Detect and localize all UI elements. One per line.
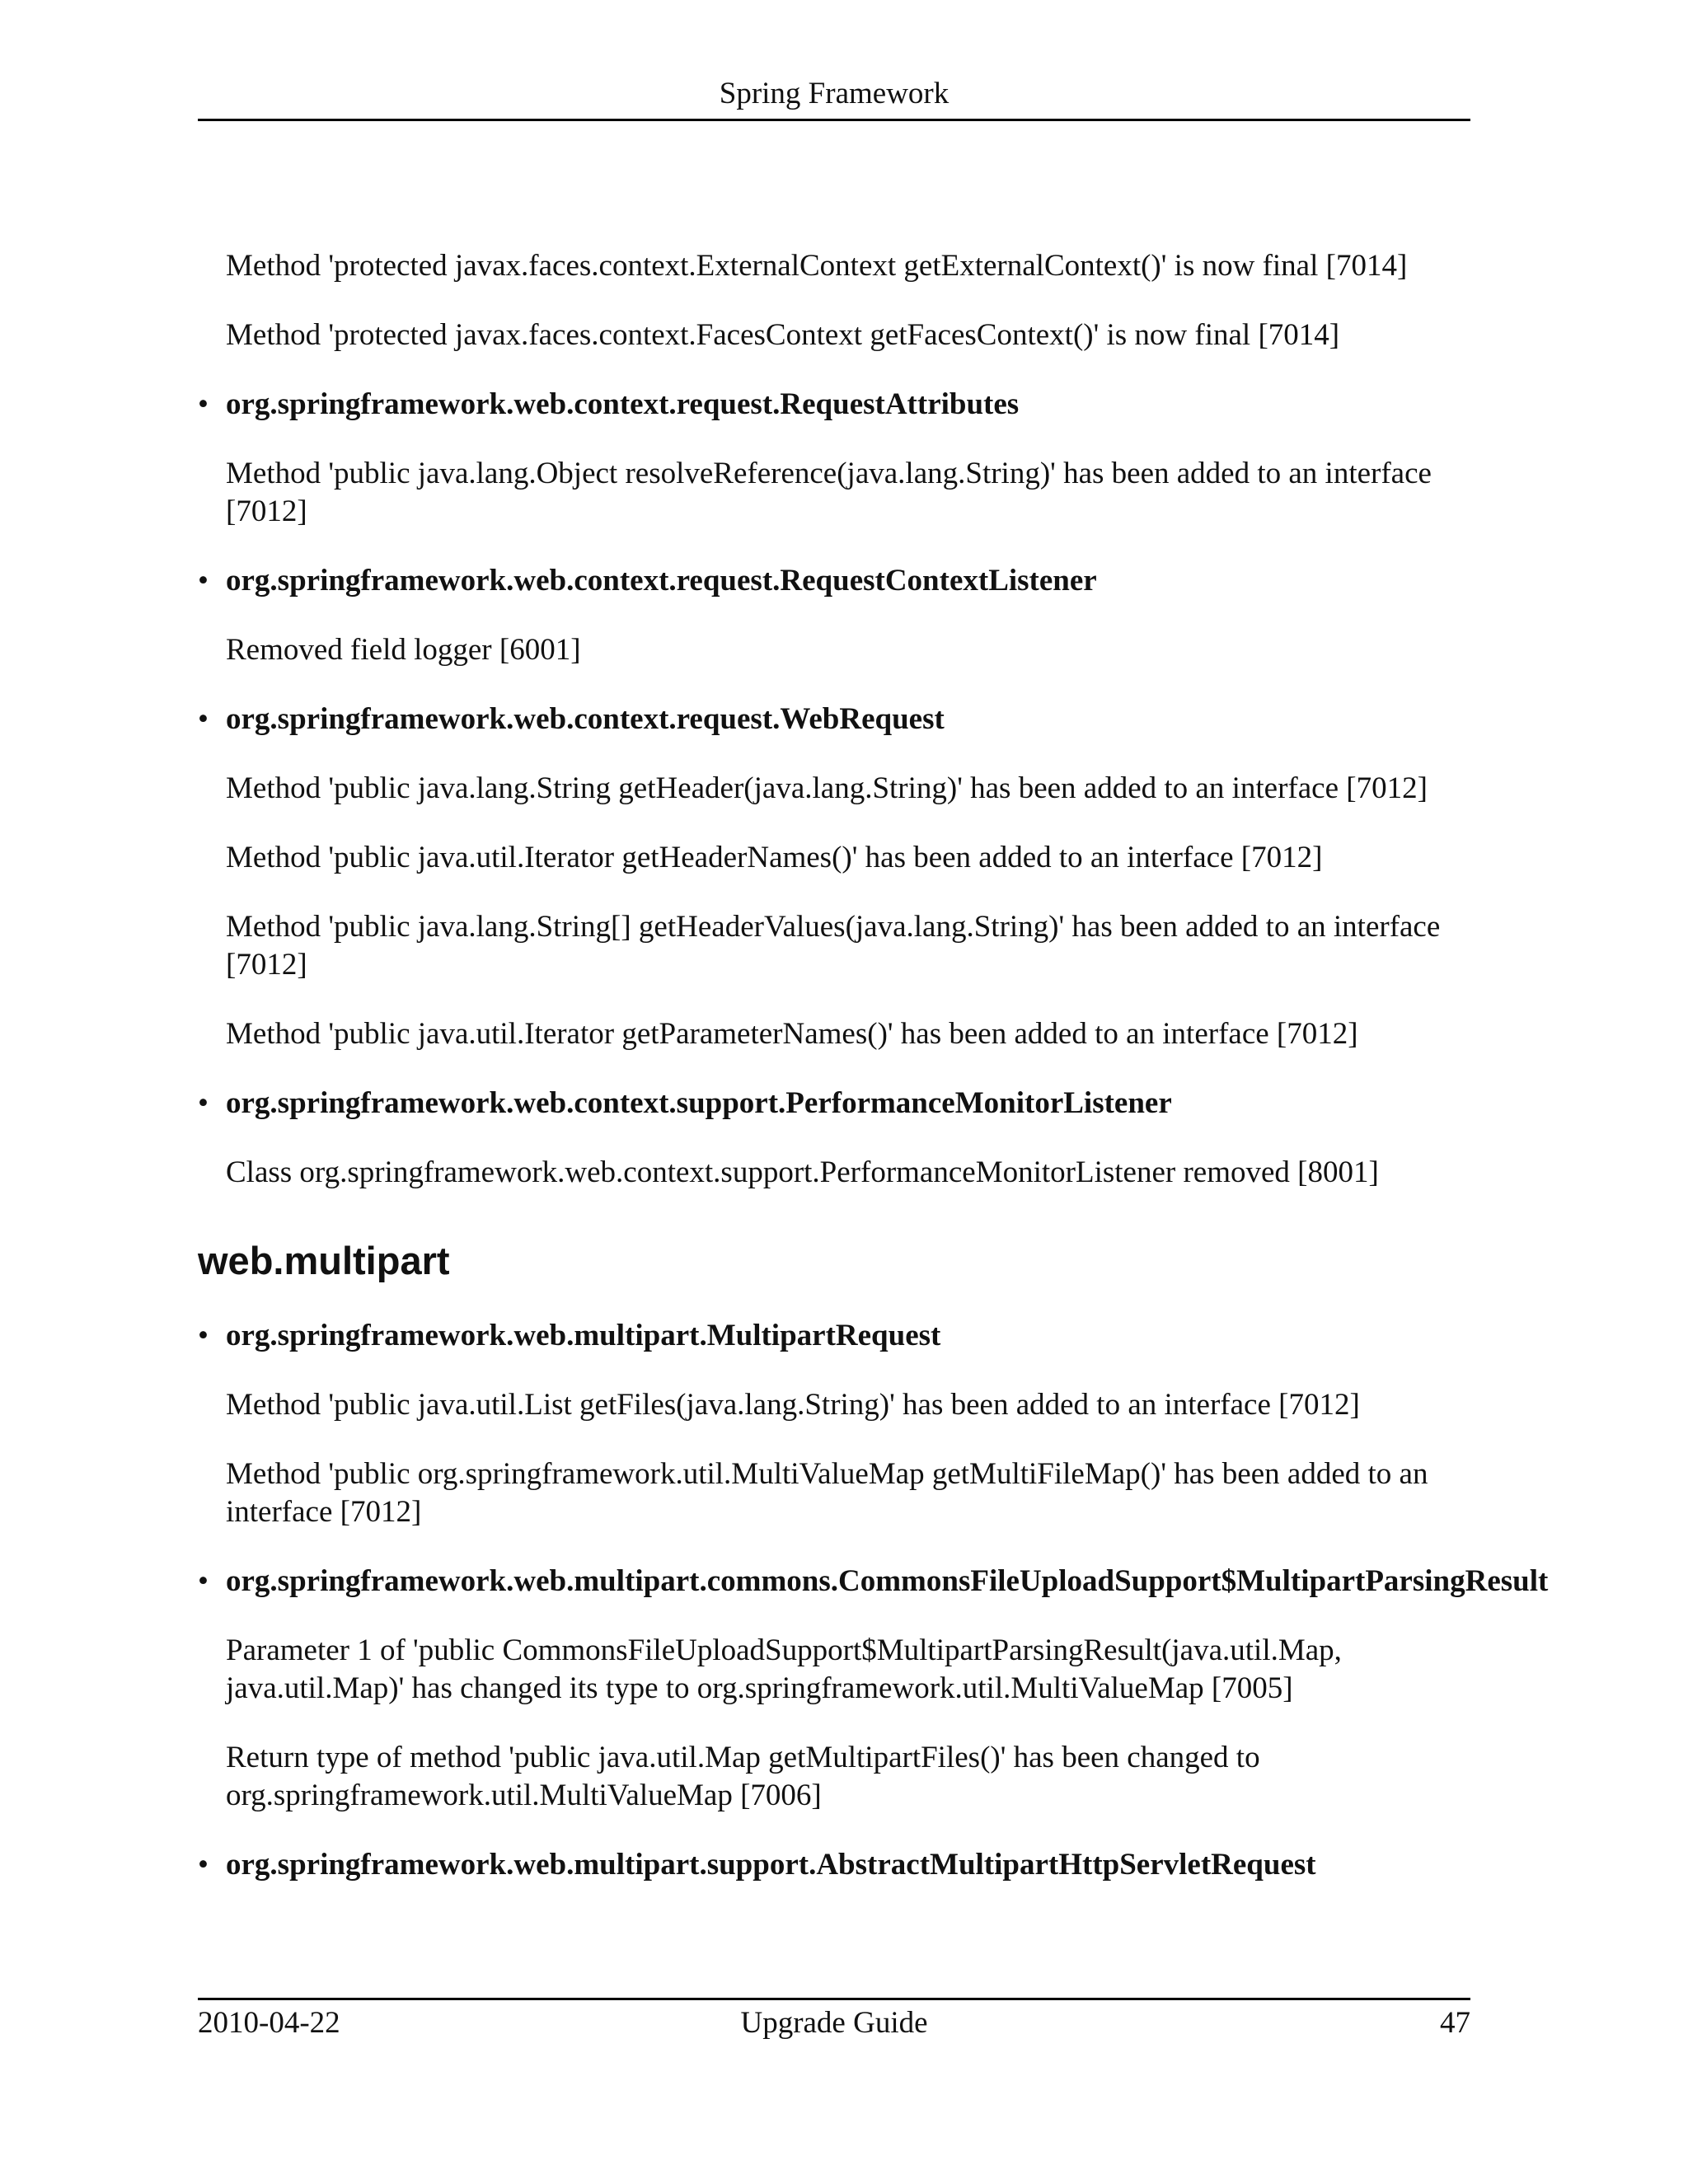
bullet-item bbox=[198, 1317, 1517, 1355]
class-name: org.springframework.web.multipart.commons.CommonsFileUploadSupport$MultipartParsingResult bbox=[226, 1564, 1549, 1598]
bullet-item bbox=[198, 1846, 1517, 1884]
bullet-item bbox=[198, 1563, 1549, 1601]
paragraph: Class org.springframework.web.context.support.PerformanceMonitorListener removed [8001] bbox=[226, 1155, 1379, 1189]
class-name: org.springframework.web.context.request.RequestAttributes bbox=[226, 387, 1020, 421]
paragraph: Method 'protected javax.faces.context.ExternalContext getExternalContext()' is now final [7014] bbox=[226, 249, 1408, 283]
paragraph: Method 'public java.lang.String[] getHeaderValues(java.lang.String)' has been added to an interface [7012] bbox=[226, 910, 1441, 982]
footer-title: Upgrade Guide bbox=[740, 2006, 928, 2040]
paragraph: Return type of method 'public java.util.Map getMultipartFiles()' has been changed to org.springframework.util.MultiValueMap [7006] bbox=[226, 1741, 1260, 1812]
bullet-glyph: • bbox=[198, 1319, 209, 1352]
bullet-glyph: • bbox=[198, 702, 209, 736]
paragraph: Method 'public java.lang.Object resolveReference(java.lang.String)' has been added to an interface [7012] bbox=[226, 457, 1432, 528]
paragraph: Method 'public java.util.Iterator getHeaderNames()' has been added to an interface [7012] bbox=[226, 841, 1323, 874]
paragraph: Method 'public java.util.Iterator getParameterNames()' has been added to an interface [7012] bbox=[226, 1017, 1358, 1051]
section-heading: web.multipart bbox=[198, 1239, 450, 1282]
class-name: org.springframework.web.context.request.WebRequest bbox=[226, 702, 945, 736]
bullet-item bbox=[198, 701, 1517, 738]
page-number: 47 bbox=[1440, 2006, 1470, 2040]
class-name: org.springframework.web.multipart.MultipartRequest bbox=[226, 1319, 941, 1352]
header-title: Spring Framework bbox=[719, 77, 950, 110]
paragraph: Parameter 1 of 'public CommonsFileUploadSupport$MultipartParsingResult(java.util.Map, java.util.Map)' has changed its type to org.springframework.util.MultiValueMap [7005] bbox=[226, 1633, 1342, 1705]
paragraph: Method 'public java.util.List getFiles(java.lang.String)' has been added to an interface [7012] bbox=[226, 1388, 1360, 1422]
paragraph: Method 'protected javax.faces.context.FacesContext getFacesContext()' is now final [7014] bbox=[226, 318, 1340, 352]
paragraph: Method 'public org.springframework.util.MultiValueMap getMultiFileMap()' has been added to an interface [7012] bbox=[226, 1457, 1428, 1529]
paragraph: Removed field logger [6001] bbox=[226, 633, 581, 667]
bullet-glyph: • bbox=[198, 1848, 209, 1882]
bullet-item bbox=[198, 562, 1517, 600]
bullet-glyph: • bbox=[198, 387, 209, 421]
bullet-glyph: • bbox=[198, 564, 209, 598]
class-name: org.springframework.web.multipart.support.AbstractMultipartHttpServletRequest bbox=[226, 1848, 1316, 1882]
page-footer bbox=[198, 1998, 1470, 2040]
bullet-item bbox=[198, 1085, 1517, 1122]
page-header bbox=[198, 76, 1470, 121]
bullet-glyph: • bbox=[198, 1564, 209, 1598]
paragraph: Method 'public java.lang.String getHeader(java.lang.String)' has been added to an interface [7012] bbox=[226, 771, 1428, 805]
document-body bbox=[198, 247, 1549, 1915]
class-name: org.springframework.web.context.support.PerformanceMonitorListener bbox=[226, 1086, 1172, 1120]
bullet-glyph: • bbox=[198, 1086, 209, 1120]
bullet-item bbox=[198, 386, 1517, 424]
class-name: org.springframework.web.context.request.RequestContextListener bbox=[226, 564, 1097, 598]
footer-date: 2010-04-22 bbox=[198, 2006, 340, 2040]
